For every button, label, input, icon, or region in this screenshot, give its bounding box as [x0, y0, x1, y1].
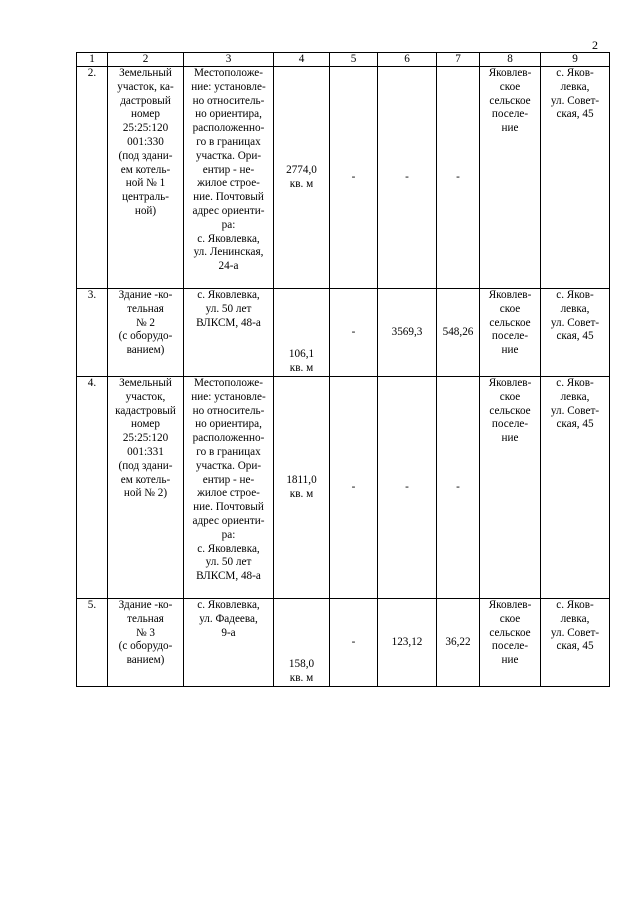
object-area: 1811,0 кв. м	[274, 377, 330, 599]
object-location: с. Яковлевка, ул. Фадеева, 9-а	[184, 599, 274, 687]
column-header: 8	[480, 53, 541, 67]
cell-col5: -	[330, 67, 378, 289]
object-area: 106,1 кв. м	[274, 289, 330, 377]
object-name: Здание -ко- тельная № 2 (с оборудо- ванием)	[108, 289, 184, 377]
row-number: 2.	[77, 67, 108, 289]
object-name: Земельный участок, ка- дастровый номер 25:25:120 001:330 (под здани- ем котель- ной № 1 централь- ной)	[108, 67, 184, 289]
owner: Яковлев- ское сельское поселе- ние	[480, 67, 541, 289]
object-location: с. Яковлевка, ул. 50 лет ВЛКСМ, 48-а	[184, 289, 274, 377]
object-location: Местоположе- ние: установле- но относитель- но ориентира, расположенно- го в границах участка. Ори- ентир - не- жилое строе- ние. Почтовый адрес ориенти- ра: с. Яковлевка, ул. Ленинская, 24-а	[184, 67, 274, 289]
column-header: 9	[541, 53, 610, 67]
cell-col7: -	[437, 377, 480, 599]
owner-address: с. Яков- левка, ул. Совет- ская, 45	[541, 599, 610, 687]
owner-address: с. Яков- левка, ул. Совет- ская, 45	[541, 377, 610, 599]
row-number: 5.	[77, 599, 108, 687]
cell-col5: -	[330, 289, 378, 377]
column-header: 4	[274, 53, 330, 67]
cell-col7: 548,26	[437, 289, 480, 377]
object-name: Земельный участок, кадастровый номер 25:25:120 001:331 (под здани- ем котель- ной № 2)	[108, 377, 184, 599]
table-row	[77, 377, 610, 599]
cell-col5: -	[330, 599, 378, 687]
owner: Яковлев- ское сельское поселе- ние	[480, 289, 541, 377]
object-area: 158,0 кв. м	[274, 599, 330, 687]
owner: Яковлев- ское сельское поселе- ние	[480, 599, 541, 687]
owner-address: с. Яков- левка, ул. Совет- ская, 45	[541, 289, 610, 377]
object-area: 2774,0 кв. м	[274, 67, 330, 289]
owner-address: с. Яков- левка, ул. Совет- ская, 45	[541, 67, 610, 289]
column-header: 5	[330, 53, 378, 67]
column-header: 3	[184, 53, 274, 67]
cell-col6: -	[378, 377, 437, 599]
cell-col7: -	[437, 67, 480, 289]
column-header: 6	[378, 53, 437, 67]
property-table	[76, 52, 610, 687]
row-number: 3.	[77, 289, 108, 377]
column-header: 2	[108, 53, 184, 67]
cell-col5: -	[330, 377, 378, 599]
column-header: 7	[437, 53, 480, 67]
object-name: Здание -ко- тельная № 3 (с оборудо- ванием)	[108, 599, 184, 687]
column-header: 1	[77, 53, 108, 67]
header-row	[77, 53, 610, 67]
table-row	[77, 599, 610, 687]
cell-col6: -	[378, 67, 437, 289]
owner: Яковлев- ское сельское поселе- ние	[480, 377, 541, 599]
row-number: 4.	[77, 377, 108, 599]
cell-col6: 3569,3	[378, 289, 437, 377]
cell-col6: 123,12	[378, 599, 437, 687]
table-row	[77, 289, 610, 377]
cell-col7: 36,22	[437, 599, 480, 687]
page-number: 2	[592, 38, 598, 52]
table-row	[77, 67, 610, 289]
object-location: Местоположе- ние: установле- но относитель- но ориентира, расположенно- го в границах участка. Ори- ентир - не- жилое строе- ние. Почтовый адрес ориенти- ра: с. Яковлевка, ул. 50 лет ВЛКСМ, 48-а	[184, 377, 274, 599]
